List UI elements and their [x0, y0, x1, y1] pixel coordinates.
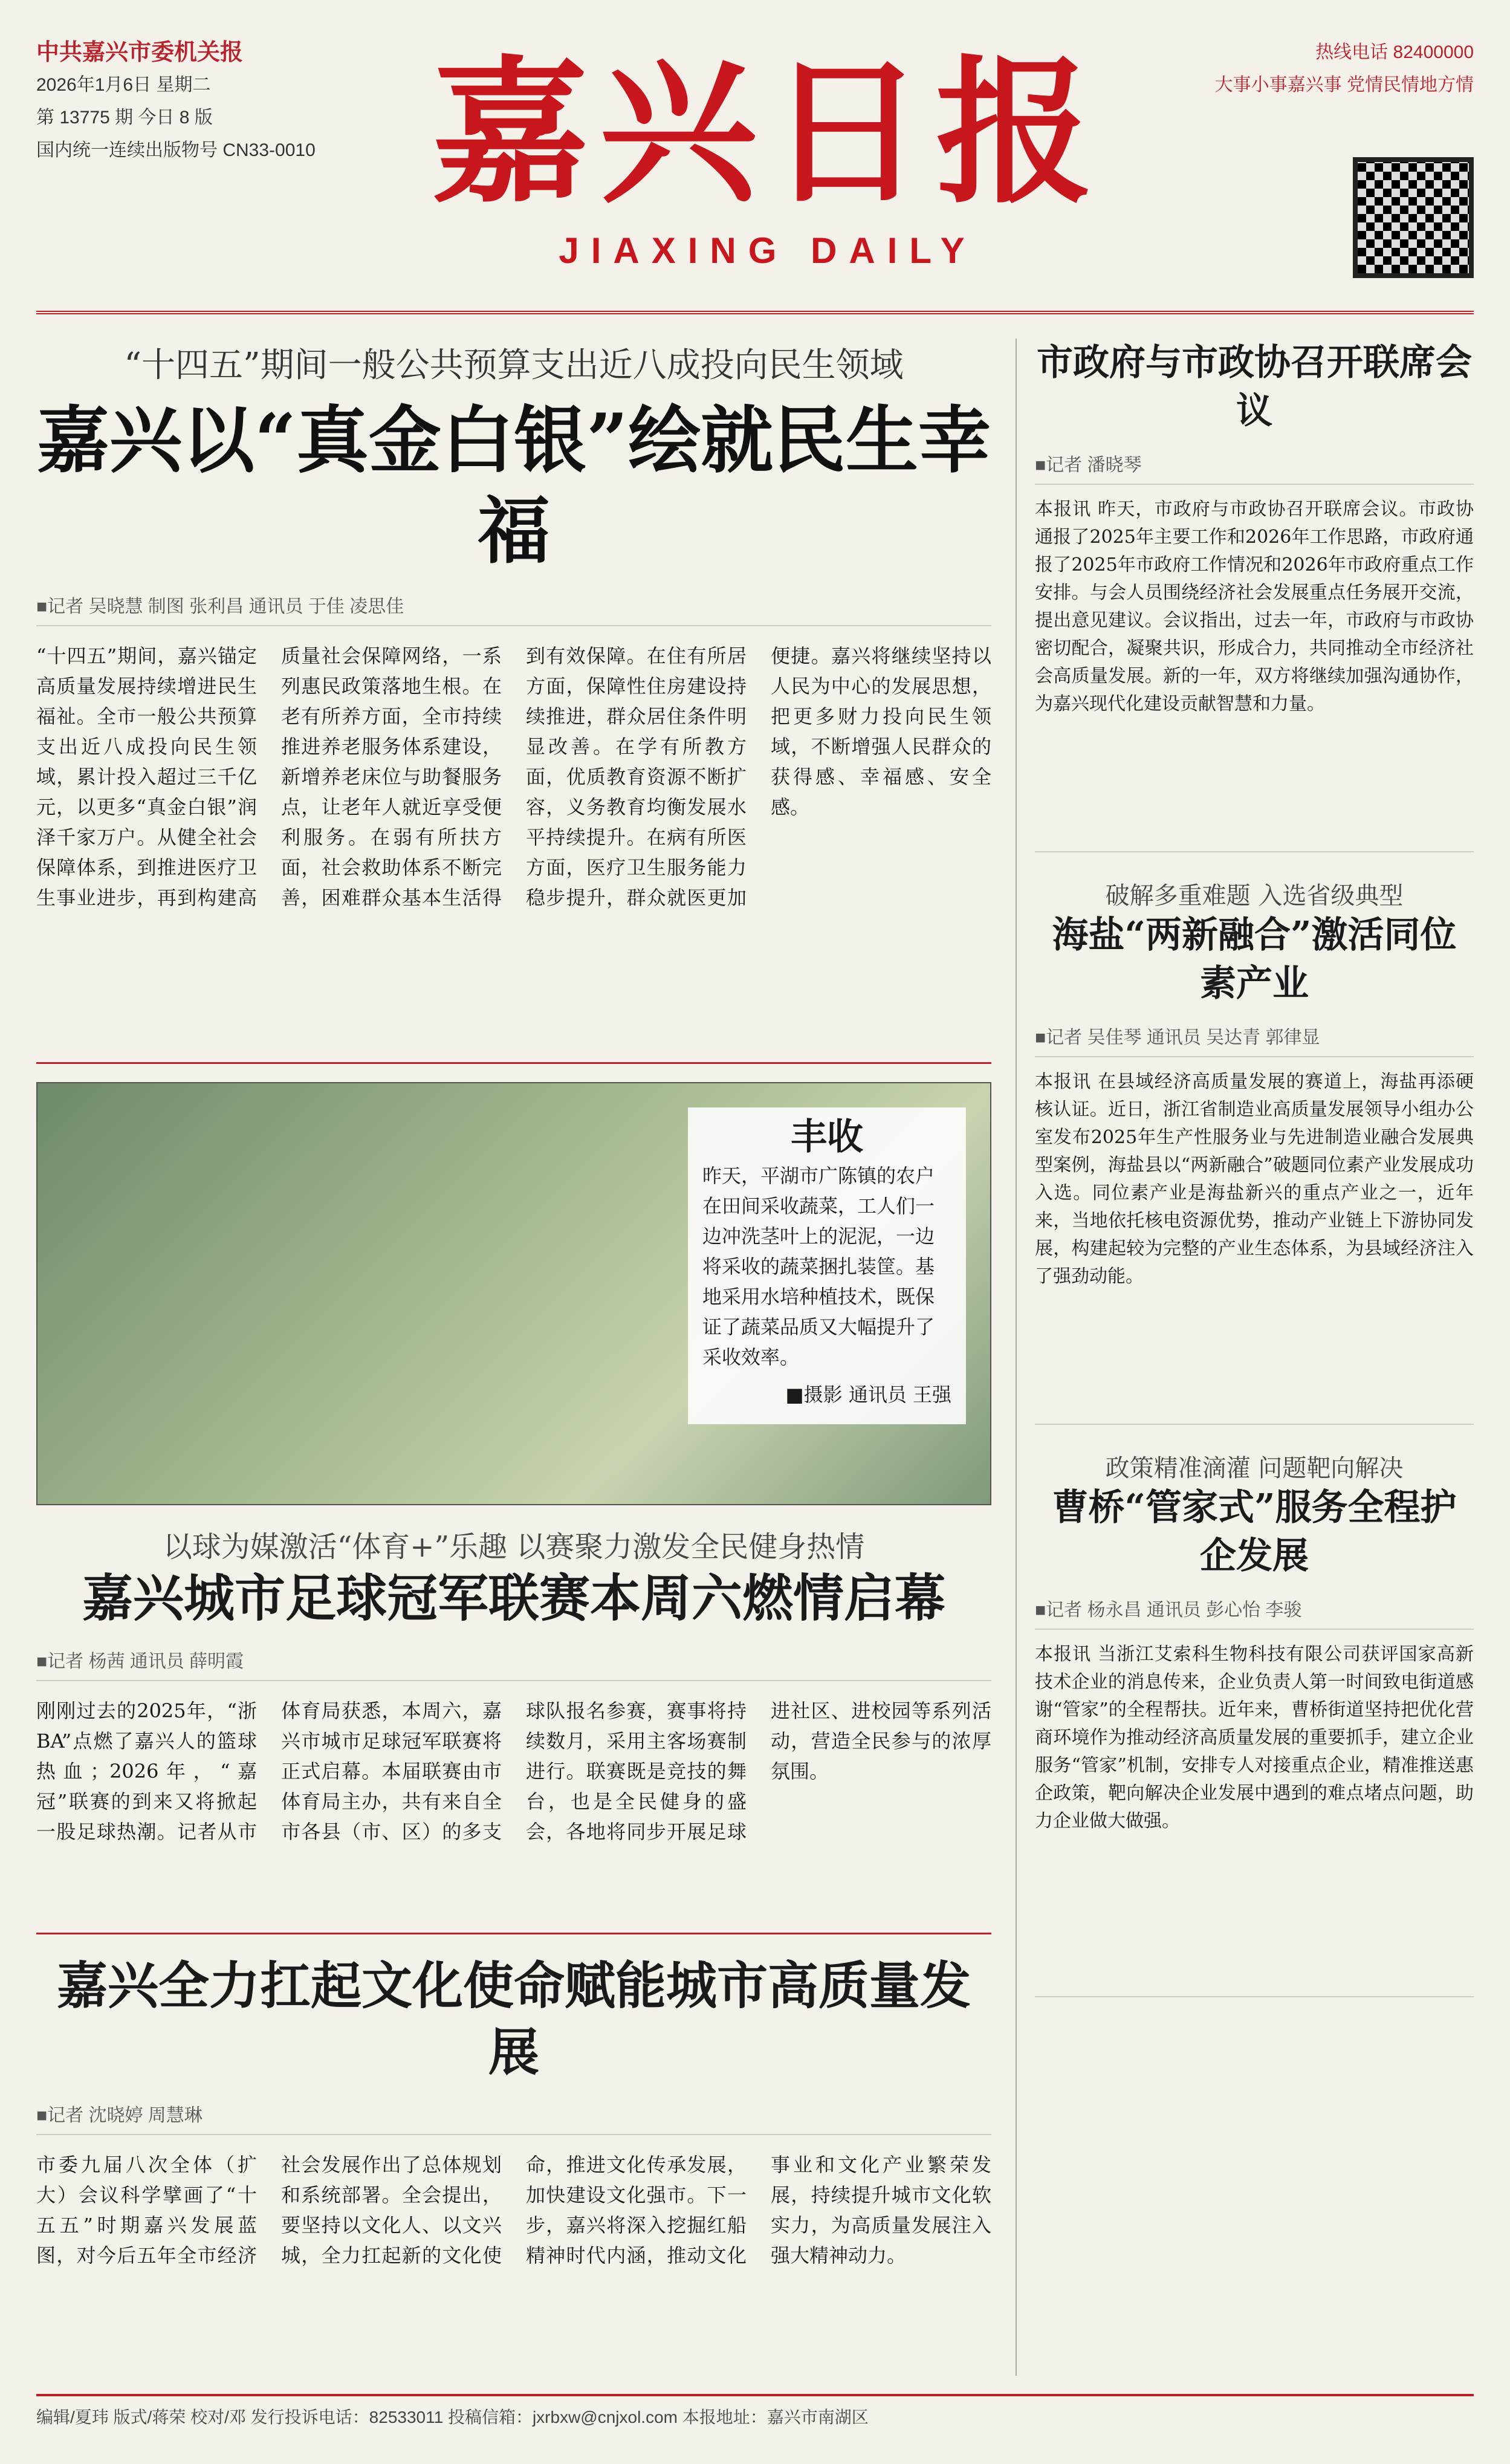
qr-code-icon[interactable] [1353, 157, 1474, 278]
masthead-left [36, 36, 351, 167]
photo-credit: ■摄影 通讯员 王强 [785, 1383, 951, 1406]
lead-byline: ■记者 吴晓慧 制图 张利昌 通讯员 于佳 凌思佳 [36, 591, 991, 626]
right-story-1 [1035, 339, 1474, 852]
right-story-3 [1035, 1449, 1474, 1997]
feature-photo[interactable] [36, 1082, 991, 1505]
football-body: 刚刚过去的2025年，“浙BA”点燃了嘉兴人的篮球热血；2026年，“嘉冠”联赛的到来又将掀起一股足球热潮。记者从市体育局获悉，本周六，嘉兴市城市足球冠军联赛将正式启幕。本届联赛由市体育局主办，共有来自全市各县（市、区）的多支球队报名参赛，赛事将持续数月，采用主客场赛制进行。联赛既是竞技的舞台，也是全民健身的盛会，各地将同步开展足球进社区、进校园等系列活动，营造全民参与的浓厚氛围。 [36, 1699, 991, 1843]
newspaper-title: 嘉兴日报 [432, 41, 1104, 225]
culture-body: 市委九届八次全体（扩大）会议科学擘画了“十五五”时期嘉兴发展蓝图，对今后五年全市经济社会发展作出了总体规划和系统部署。全会提出，要坚持以文化人、以文兴城，全力扛起新的文化使命，推进文化传承发展，加快建设文化强市。下一步，嘉兴将深入挖掘红船精神时代内涵，推动文化事业和文化产业繁荣发展，持续提升城市文化软实力，为高质量发展注入强大精神动力。 [36, 2153, 991, 2267]
right-story-3-kicker: 政策精准滴灌 问题靶向解决 [1105, 1454, 1404, 1482]
page-footer: 编辑/夏玮 版式/蒋荣 校对/邓 发行投诉电话：82533011 投稿信箱：jxrbxw@cnjxol.com 本报地址：嘉兴市南湖区 [36, 2394, 1474, 2442]
football-story [36, 1523, 991, 1934]
football-byline: ■记者 杨茜 通讯员 薛明霞 [36, 1646, 991, 1681]
football-kicker: 以球为媒激活“体育+”乐趣 以赛聚力激发全民健身热情 [163, 1530, 865, 1564]
right-story-3-body: 本报讯 当浙江艾索科生物科技有限公司获评国家高新技术企业的消息传来，企业负责人第一时间致电街道感谢“管家”的全程帮扶。近年来，曹桥街道坚持把优化营商环境作为推动经济高质量发展的重要抓手，建立企业服务“管家”机制，安排专人对接重点企业，精准推送惠企政策，靶向解决企业发展中遇到的难点堵点问题，助力企业做大做强。 [1035, 1644, 1474, 1832]
right-story-2-byline: ■记者 吴佳琴 通讯员 吴达青 郭律显 [1035, 1022, 1474, 1057]
right-story-3-headline[interactable]: 曹桥“管家式”服务全程护企发展 [1052, 1487, 1457, 1577]
right-story-2-kicker: 破解多重难题 入选省级典型 [1105, 882, 1404, 910]
issue-date: 2026年1月6日 星期二 [36, 75, 211, 95]
right-story-1-headline[interactable]: 市政府与市政协召开联席会议 [1037, 342, 1472, 432]
serial-number: 国内统一连续出版物号 CN33-0010 [36, 140, 316, 160]
culture-story [36, 1953, 991, 2376]
lead-headline[interactable]: 嘉兴以“真金白银”绘就民生幸福 [36, 398, 991, 574]
right-story-2-body: 本报讯 在县域经济高质量发展的赛道上，海盐再添硬核认证。近日，浙江省制造业高质量发展领导小组办公室发布2025年生产性服务业与先进制造业融合发展典型案例，海盐县以“两新融合”破题同位素产业发展成功入选。同位素产业是海盐新兴的重点产业之一，近年来，当地依托核电资源优势，推动产业链上下游协同发展，构建起较为完整的产业生态体系，为县域经济注入了强劲动能。 [1035, 1071, 1474, 1287]
culture-headline[interactable]: 嘉兴全力扛起文化使命赋能城市高质量发展 [56, 1956, 971, 2082]
photo-caption [688, 1107, 966, 1424]
culture-byline: ■记者 沈晓婷 周慧琳 [36, 2100, 991, 2135]
right-story-1-byline: ■记者 潘晓琴 [1035, 450, 1474, 485]
photo-caption-text: 昨天，平湖市广陈镇的农户在田间采收蔬菜，工人们一边冲洗茎叶上的泥泥，一边将采收的蔬菜捆扎装筐。基地采用水培种植技术，既保证了蔬菜品质又大幅提升了采收效率。 [702, 1164, 935, 1369]
slogan: 大事小事嘉兴事 党情民情地方情 [1214, 75, 1474, 95]
masthead [36, 24, 1474, 314]
lead-body: “十四五”期间，嘉兴锚定高质量发展持续增进民生福祉。全市一般公共预算支出近八成投向民生领域，累计投入超过三千亿元，以更多“真金白银”润泽千家万户。从健全社会保障体系，到推进医疗卫生事业进步，再到构建高质量社会保障网络，一系列惠民政策落地生根。在老有所养方面，全市持续推进养老服务体系建设，新增养老床位与助餐服务点，让老年人就近享受便利服务。在弱有所扶方面，社会救助体系不断完善，困难群众基本生活得到有效保障。在住有所居方面，保障性住房建设持续推进，群众居住条件明显改善。在学有所教方面，优质教育资源不断扩容，义务教育均衡发展水平持续提升。在病有所医方面，医疗卫生服务能力稳步提升，群众就医更加便捷。嘉兴将继续坚持以人民为中心的发展思想，把更多财力投向民生领域，不断增强人民群众的获得感、幸福感、安全感。 [36, 644, 991, 909]
publisher-org: 中共嘉兴市委机关报 [36, 40, 244, 65]
right-column [1016, 339, 1474, 2376]
right-story-2 [1035, 877, 1474, 1425]
lead-story [36, 339, 991, 1064]
newspaper-title-en: JIAXING DAILY [559, 230, 977, 271]
right-story-3-byline: ■记者 杨永昌 通讯员 彭心怡 李骏 [1035, 1595, 1474, 1630]
football-headline[interactable]: 嘉兴城市足球冠军联赛本周六燃情启幕 [82, 1568, 945, 1628]
hotline: 热线电话 82400000 [1315, 42, 1474, 62]
lead-kicker: “十四五”期间一般公共预算支出近八成投向民生领域 [124, 346, 904, 385]
right-story-2-headline[interactable]: 海盐“两新融合”激活同位素产业 [1052, 914, 1457, 1005]
masthead-right [1196, 36, 1474, 102]
right-story-1-body: 本报讯 昨天，市政府与市政协召开联席会议。市政协通报了2025年主要工作和2026年工作思路，市政府通报了2025年市政府工作情况和2026年市政府重点工作安排。与会人员围绕经济社会发展重点任务展开交流，提出意见建议。会议指出，过去一年，市政府与市政协密切配合，凝聚共识，形成合力，共同推动全市经济社会高质量发展。新的一年，双方将继续加强沟通协作，为嘉兴现代化建设贡献智慧和力量。 [1035, 499, 1474, 715]
issue-number: 第 13775 期 今日 8 版 [36, 108, 213, 128]
photo-caption-title: 丰收 [791, 1116, 863, 1158]
